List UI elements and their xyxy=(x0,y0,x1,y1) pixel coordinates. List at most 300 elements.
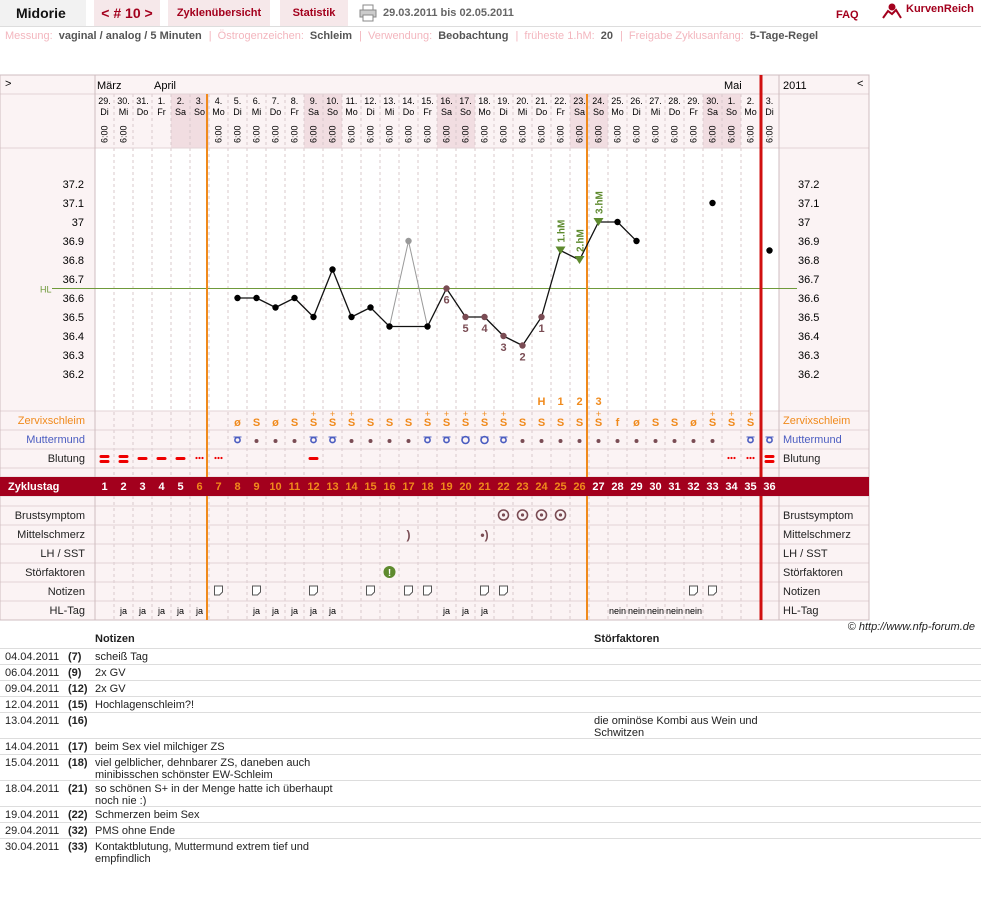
y-tick-label: 36.6 xyxy=(62,293,84,305)
stoer-header: Störfaktoren xyxy=(594,633,660,645)
y-tick-label: 36.9 xyxy=(62,236,84,248)
high-marker-label: 3.hM xyxy=(594,191,606,214)
date-label: 11. xyxy=(345,96,358,106)
zervix-plus: + xyxy=(329,409,336,419)
cycle-day-number: 20 xyxy=(459,481,472,493)
y-tick-label-right: 36.6 xyxy=(798,293,820,305)
note-text: Hochlagenschleim?! xyxy=(95,699,195,711)
note-cycle-day: (18) xyxy=(68,757,88,769)
cycle-day-number: 35 xyxy=(744,481,757,493)
meta-value: Schleim xyxy=(309,30,353,42)
weekday-label: Mi xyxy=(650,107,661,117)
row-label-right-brust: Brustsymptom xyxy=(783,510,854,522)
blutung-mark xyxy=(176,457,186,460)
row-label-right-mittel: Mittelschmerz xyxy=(783,529,851,541)
zervix-plus: + xyxy=(500,409,507,419)
weekday-label: Sa xyxy=(573,107,586,117)
date-label: 21. xyxy=(535,96,548,106)
weekday-label: Mo xyxy=(212,107,225,117)
month-label: März xyxy=(97,80,122,92)
hl-tag-value: ja xyxy=(119,606,128,616)
note-row xyxy=(0,664,981,681)
date-label: 3. xyxy=(195,96,204,106)
date-label: 7. xyxy=(271,96,280,106)
note-row xyxy=(0,680,981,697)
tab-zyklenuebersicht[interactable]: Zyklenübersicht xyxy=(168,0,270,26)
zervix-mark: S xyxy=(423,417,432,429)
blutung-mark xyxy=(157,457,167,460)
zervix-mark: S xyxy=(404,417,413,429)
cycle-day-number: 19 xyxy=(440,481,453,493)
y-tick-label: 37.1 xyxy=(62,198,84,210)
zervix-mark: S xyxy=(366,417,375,429)
date-label: 19. xyxy=(497,96,510,106)
cycle-day-number: 12 xyxy=(307,481,320,493)
time-label: 6:00 xyxy=(213,125,224,143)
temperature-point xyxy=(367,304,373,310)
hl-tag-value: nein xyxy=(627,606,646,616)
peak-label: 2 xyxy=(576,396,583,408)
brust-symbol-dot xyxy=(540,513,543,516)
time-label: 6:00 xyxy=(745,125,756,143)
date-label: 26. xyxy=(630,96,643,106)
hl-tag-value: ja xyxy=(157,606,166,616)
coverline-label: HL xyxy=(40,284,52,295)
cycle-day-number: 9 xyxy=(253,481,260,493)
blutung-mark xyxy=(765,460,775,463)
temperature-point xyxy=(348,314,354,320)
cycle-day-number: 3 xyxy=(139,481,146,493)
row-label-right-stoer: Störfaktoren xyxy=(783,567,843,579)
cycle-day-number: 16 xyxy=(383,481,396,493)
kurvenreich-logo-text[interactable]: KurvenReich xyxy=(906,3,974,15)
zervix-plus: + xyxy=(310,409,317,419)
row-label-right-blutung: Blutung xyxy=(783,453,821,465)
date-label: 2. xyxy=(746,96,755,106)
weekday-label: Fr xyxy=(689,107,698,117)
note-icon xyxy=(215,586,223,595)
zervix-mark: S xyxy=(537,417,546,429)
note-text: PMS ohne Ende xyxy=(95,825,176,837)
cycle-day-number: 34 xyxy=(725,481,738,493)
note-date: 04.04.2011 xyxy=(5,651,60,663)
time-label: 6:00 xyxy=(669,125,680,143)
time-label: 6:00 xyxy=(118,125,129,143)
y-tick-label-right: 36.8 xyxy=(798,255,820,267)
date-label: 3. xyxy=(765,96,774,106)
weekday-label: So xyxy=(592,107,605,117)
row-label-hltag: HL-Tag xyxy=(49,605,85,617)
note-text: beim Sex viel milchiger ZS xyxy=(95,741,225,753)
note-cycle-day: (9) xyxy=(68,667,82,679)
cycle-nav-button[interactable]: < # 10 > xyxy=(94,0,160,26)
muttermund-dot xyxy=(559,439,563,443)
zyklustag-band xyxy=(0,477,869,496)
blutung-dot xyxy=(195,457,197,459)
temperature-point xyxy=(291,295,297,301)
time-label: 6:00 xyxy=(232,125,243,143)
note-date: 18.04.2011 xyxy=(5,783,60,795)
y-tick-label-right: 36.4 xyxy=(798,331,820,343)
temperature-point xyxy=(329,266,335,272)
note-date: 14.04.2011 xyxy=(5,741,60,753)
meta-label: früheste 1.hM: xyxy=(524,30,595,42)
hl-tag-value: ja xyxy=(442,606,451,616)
note-icon xyxy=(253,586,261,595)
y-tick-label: 37.2 xyxy=(62,179,84,191)
high-marker-label: 2.hM xyxy=(575,229,587,252)
low-count-label: 3 xyxy=(500,342,507,354)
date-label: 29. xyxy=(98,96,111,106)
muttermund-dot xyxy=(692,439,696,443)
note-cycle-day: (33) xyxy=(68,841,88,853)
muttermund-dot xyxy=(654,439,658,443)
time-label: 6:00 xyxy=(270,125,281,143)
time-label: 6:00 xyxy=(498,125,509,143)
cycle-day-number: 8 xyxy=(234,481,241,493)
date-label: 18. xyxy=(478,96,491,106)
low-count-label: 4 xyxy=(481,323,488,335)
temperature-point xyxy=(481,314,487,320)
zervix-mark: S xyxy=(252,417,261,429)
month-label: Mai xyxy=(724,80,742,92)
zervix-mark: S xyxy=(727,417,736,429)
row-label-mittel: Mittelschmerz xyxy=(17,529,85,541)
brust-symbol-dot xyxy=(559,513,562,516)
temperature-point xyxy=(253,295,259,301)
weekday-label: Sa xyxy=(440,107,453,117)
date-label: 29. xyxy=(687,96,700,106)
muttermund-dot xyxy=(274,439,278,443)
cycle-day-number: 23 xyxy=(516,481,529,493)
time-label: 6:00 xyxy=(479,125,490,143)
note-date: 13.04.2011 xyxy=(5,715,60,727)
date-label: 1. xyxy=(157,96,166,106)
date-label: 28. xyxy=(668,96,681,106)
row-label-right-lh: LH / SST xyxy=(783,548,828,560)
row-label-blutung: Blutung xyxy=(47,453,85,465)
copyright: © http://www.nfp-forum.de xyxy=(847,621,975,633)
blutung-dot xyxy=(201,457,203,459)
weekday-label: Di xyxy=(100,107,109,117)
weekday-label: Fr xyxy=(290,107,299,117)
note-icon xyxy=(310,586,318,595)
note-icon xyxy=(500,586,508,595)
note-date: 19.04.2011 xyxy=(5,809,60,821)
blutung-mark xyxy=(309,457,319,460)
blutung-dot xyxy=(733,457,735,459)
muttermund-dot xyxy=(293,439,297,443)
row-label-right-zervix: Zervixschleim xyxy=(783,415,851,427)
zervix-mark: f xyxy=(615,417,620,429)
note-cycle-day: (17) xyxy=(68,741,88,753)
time-label: 6:00 xyxy=(99,125,110,143)
zervix-mark: S xyxy=(651,417,660,429)
hl-tag-value: ja xyxy=(461,606,470,616)
cycle-day-number: 36 xyxy=(763,481,776,493)
weekday-label: Fr xyxy=(423,107,432,117)
time-label: 6:00 xyxy=(460,125,471,143)
time-label: 6:00 xyxy=(403,125,414,143)
note-text: scheiß Tag xyxy=(95,651,148,663)
peak-label: 1 xyxy=(557,396,564,408)
weekday-label: Do xyxy=(136,107,149,117)
note-cycle-day: (21) xyxy=(68,783,88,795)
hl-tag-value: nein xyxy=(665,606,684,616)
note-icon xyxy=(405,586,413,595)
date-label: 27. xyxy=(649,96,662,106)
period-text: 29.03.2011 bis 02.05.2011 xyxy=(383,7,514,19)
date-label: 30. xyxy=(706,96,719,106)
cycle-day-number: 14 xyxy=(345,481,358,493)
zervix-mark: ø xyxy=(633,417,640,429)
zervix-mark: S xyxy=(461,417,470,429)
zervix-mark: ø xyxy=(234,417,241,429)
collapse-right-icon: < xyxy=(857,78,864,90)
meta-label: Freigabe Zyklusanfang: xyxy=(628,30,744,42)
mittelschmerz-symbol: •) xyxy=(480,528,489,542)
peak-label: 3 xyxy=(595,396,602,408)
blutung-dot xyxy=(214,457,216,459)
date-label: 23. xyxy=(573,96,586,106)
weekday-label: Mi xyxy=(517,107,528,117)
zervix-mark: S xyxy=(385,417,394,429)
date-label: 31. xyxy=(136,96,149,106)
zervix-mark: S xyxy=(556,417,565,429)
cycle-day-number: 24 xyxy=(535,481,548,493)
hl-tag-value: ja xyxy=(195,606,204,616)
zyklustag-label: Zyklustag xyxy=(8,481,60,493)
blutung-dot xyxy=(220,457,222,459)
weekday-label: So xyxy=(193,107,206,117)
hl-tag-value: nein xyxy=(646,606,665,616)
time-label: 6:00 xyxy=(612,125,623,143)
y-tick-label-right: 36.2 xyxy=(798,369,820,381)
meta-value: vaginal / analog / 5 Minuten xyxy=(58,30,202,42)
note-icon xyxy=(367,586,375,595)
weekday-label: Do xyxy=(269,107,282,117)
y-tick-label-right: 37.2 xyxy=(798,179,820,191)
temperature-point xyxy=(424,323,430,329)
cycle-day-number: 26 xyxy=(573,481,586,493)
cycle-day-number: 10 xyxy=(269,481,282,493)
weekday-label: Do xyxy=(535,107,548,117)
row-label-zervix: Zervixschleim xyxy=(17,415,85,427)
cycle-day-number: 27 xyxy=(592,481,605,493)
date-label: 24. xyxy=(592,96,605,106)
note-row xyxy=(0,754,981,781)
low-count-label: 2 xyxy=(519,351,526,364)
y-tick-label: 36.7 xyxy=(62,274,84,286)
blutung-dot xyxy=(752,457,754,459)
time-label: 6:00 xyxy=(384,125,395,143)
note-text: 2x GV xyxy=(95,667,126,679)
row-label-brust: Brustsymptom xyxy=(14,510,85,522)
muttermund-dot xyxy=(673,439,677,443)
weekday-label: Mo xyxy=(478,107,491,117)
zervix-mark: S xyxy=(328,417,337,429)
blutung-dot xyxy=(198,457,200,459)
zervix-mark: S xyxy=(480,417,489,429)
weekday-label: Fr xyxy=(556,107,565,117)
note-text: Schmerzen beim Sex xyxy=(95,809,200,821)
cycle-day-number: 31 xyxy=(668,481,681,493)
note-row xyxy=(0,648,981,665)
weekday-label: Do xyxy=(402,107,415,117)
zervix-plus: + xyxy=(709,409,716,419)
blutung-mark xyxy=(119,455,129,458)
row-label-lh: LH / SST xyxy=(40,548,85,560)
note-icon xyxy=(690,586,698,595)
date-label: 1. xyxy=(727,96,736,106)
weekday-label: Fr xyxy=(157,107,166,117)
low-count-label: 5 xyxy=(462,323,469,335)
brust-symbol-dot xyxy=(502,513,505,516)
time-label: 6:00 xyxy=(593,125,604,143)
tab-statistik[interactable]: Statistik xyxy=(280,0,348,26)
temperature-point xyxy=(462,314,468,320)
date-label: 20. xyxy=(516,96,529,106)
note-date: 09.04.2011 xyxy=(5,683,60,695)
low-count-label: 6 xyxy=(443,294,450,307)
note-text: so schönen S+ in der Menge hatte ich überhaupt noch nie :) xyxy=(95,783,333,807)
time-label: 6:00 xyxy=(251,125,262,143)
zervix-mark: S xyxy=(290,417,299,429)
date-label: 5. xyxy=(233,96,242,106)
date-label: 15. xyxy=(421,96,434,106)
y-tick-label-right: 36.7 xyxy=(798,274,820,286)
weekday-label: Mo xyxy=(345,107,358,117)
weekday-label: Do xyxy=(668,107,681,117)
zervix-plus: + xyxy=(443,409,450,419)
muttermund-dot xyxy=(711,439,715,443)
muttermund-dot xyxy=(578,439,582,443)
cycle-day-number: 2 xyxy=(120,481,127,493)
y-tick-label-right: 36.9 xyxy=(798,236,820,248)
mittelschmerz-symbol: ) xyxy=(406,528,411,542)
notes-header: Notizen xyxy=(95,633,135,645)
cycle-day-number: 30 xyxy=(649,481,662,493)
blutung-mark xyxy=(765,455,775,458)
hl-tag-value: ja xyxy=(328,606,337,616)
blutung-dot xyxy=(746,457,748,459)
weekday-label: Mi xyxy=(118,107,129,117)
cycle-day-number: 4 xyxy=(158,481,165,493)
note-row xyxy=(0,822,981,839)
time-label: 6:00 xyxy=(764,125,775,143)
cycle-day-number: 7 xyxy=(215,481,222,493)
date-label: 13. xyxy=(383,96,396,106)
hl-tag-value: ja xyxy=(271,606,280,616)
weekday-label: So xyxy=(725,107,738,117)
row-label-right-muttermund: Muttermund xyxy=(783,434,842,446)
temperature-point xyxy=(538,314,544,320)
zervix-mark: S xyxy=(670,417,679,429)
time-label: 6:00 xyxy=(707,125,718,143)
row-label-muttermund: Muttermund xyxy=(26,434,85,446)
note-date: 29.04.2011 xyxy=(5,825,60,837)
temperature-point xyxy=(386,323,392,329)
blutung-dot xyxy=(730,457,732,459)
temperature-point xyxy=(519,342,525,348)
hl-tag-value: ja xyxy=(290,606,299,616)
y-tick-label: 36.4 xyxy=(62,331,84,343)
blutung-mark xyxy=(138,457,148,460)
note-date: 12.04.2011 xyxy=(5,699,60,711)
cycle-day-number: 25 xyxy=(554,481,567,493)
temperature-point xyxy=(633,238,639,244)
cycle-day-number: 21 xyxy=(478,481,491,493)
weekday-label: Di xyxy=(233,107,242,117)
time-label: 6:00 xyxy=(650,125,661,143)
weekday-label: So xyxy=(326,107,339,117)
zervix-mark: S xyxy=(518,417,527,429)
blutung-dot xyxy=(749,457,751,459)
blutung-dot xyxy=(727,457,729,459)
time-label: 6:00 xyxy=(631,125,642,143)
muttermund-dot xyxy=(350,439,354,443)
cycle-day-number: 11 xyxy=(288,481,301,493)
zervix-plus: + xyxy=(481,409,488,419)
note-row xyxy=(0,838,981,865)
date-label: 17. xyxy=(459,96,472,106)
y-tick-label: 36.5 xyxy=(62,312,84,324)
blutung-dot xyxy=(217,457,219,459)
note-date: 15.04.2011 xyxy=(5,757,60,769)
faq-link[interactable]: FAQ xyxy=(836,9,859,21)
muttermund-dot xyxy=(540,439,544,443)
date-label: 2. xyxy=(176,96,185,106)
weekday-label: Mo xyxy=(611,107,624,117)
zervix-plus: + xyxy=(728,409,735,419)
note-date: 06.04.2011 xyxy=(5,667,60,679)
meta-value: Beobachtung xyxy=(438,30,509,42)
cycle-day-number: 33 xyxy=(706,481,719,493)
temperature-point xyxy=(500,333,506,339)
y-tick-label: 36.8 xyxy=(62,255,84,267)
zervix-mark: S xyxy=(594,417,603,429)
zervix-plus: + xyxy=(424,409,431,419)
note-text: 2x GV xyxy=(95,683,126,695)
temperature-point xyxy=(614,219,620,225)
date-label: 10. xyxy=(326,96,339,106)
user-title: Midorie xyxy=(0,0,86,26)
muttermund-dot xyxy=(369,439,373,443)
temperature-point xyxy=(405,238,411,244)
note-cycle-day: (12) xyxy=(68,683,88,695)
cycle-day-number: 32 xyxy=(687,481,700,493)
row-label-right-notizen: Notizen xyxy=(783,586,821,598)
weekday-label: Di xyxy=(366,107,375,117)
zervix-mark: S xyxy=(708,417,717,429)
blutung-mark xyxy=(100,460,110,463)
zervix-plus: + xyxy=(462,409,469,419)
date-label: 6. xyxy=(252,96,261,106)
temperature-point xyxy=(766,247,772,253)
cycle-meta: Messung: vaginal / analog / 5 Minuten | Östrogenzeichen: Schleim | Verwendung: Beobachtung | früheste 1.hM: 20 | Freigabe Zyklusanfang: 5-Tage-Regel xyxy=(5,30,819,42)
weekday-label: Mo xyxy=(744,107,757,117)
muttermund-dot xyxy=(255,439,259,443)
date-label: 30. xyxy=(117,96,130,106)
time-label: 6:00 xyxy=(441,125,452,143)
stoerfaktor-glyph: ! xyxy=(387,568,392,579)
weekday-label: Sa xyxy=(307,107,320,117)
weekday-label: Di xyxy=(499,107,508,117)
time-label: 6:00 xyxy=(327,125,338,143)
time-label: 6:00 xyxy=(726,125,737,143)
date-label: 9. xyxy=(309,96,318,106)
zervix-mark: ø xyxy=(690,417,697,429)
